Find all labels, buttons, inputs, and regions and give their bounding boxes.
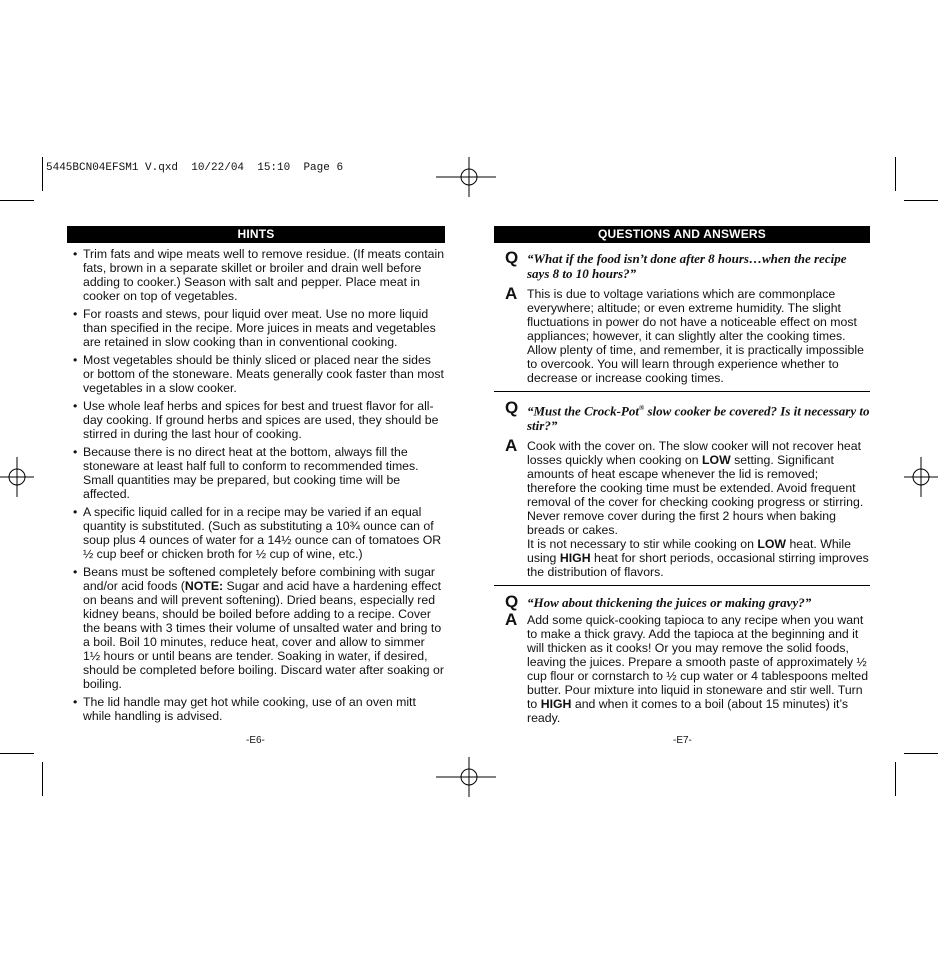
text-run: A specific liquid called for in a recipe may be varied if an equal quantity is substituted. (Such as substituting a 10¾ ounce can of soup plus 4 ounces of water for a 14½ ounce can of tomatoes OR ½ cup beef or chicken broth for ½ cup of wine, etc.) xyxy=(83,505,442,561)
question-text xyxy=(527,249,870,281)
registration-mark xyxy=(436,157,496,197)
hint-item xyxy=(67,505,445,561)
answer-paragraph xyxy=(527,537,870,579)
question-letter: Q xyxy=(505,398,519,417)
qa-page xyxy=(494,226,870,731)
hint-item xyxy=(67,353,445,395)
answer xyxy=(494,610,870,726)
qa-block xyxy=(494,243,870,391)
answer-letter: A xyxy=(505,610,518,630)
question xyxy=(494,593,870,610)
bullet-icon: • xyxy=(73,445,78,459)
bold-keyword: LOW xyxy=(702,453,731,468)
text-run: Use whole leaf herbs and spices for best and truest flavor for all-day cooking. If ground herbs and spices are used, they should be stirred in during the last hour of cooking. xyxy=(83,399,439,441)
bold-keyword: HIGH xyxy=(540,697,572,712)
text-run: Beans must be softened completely before combining with sugar and/or acid foods ( xyxy=(83,565,436,593)
hint-item xyxy=(67,399,445,441)
text-run: slow cooker be covered? Is it necessary to stir?” xyxy=(527,403,870,434)
answer-letter: A xyxy=(505,436,518,456)
bullet-icon: • xyxy=(73,399,78,413)
crop-mark xyxy=(0,753,34,754)
question xyxy=(494,249,870,281)
answer-paragraph xyxy=(527,439,870,537)
hint-item xyxy=(67,695,445,723)
registration-mark xyxy=(904,457,938,497)
registration-mark xyxy=(0,457,34,497)
qa-block xyxy=(494,586,870,731)
text-run: Sugar and acid have a hardening effect on beans and will prevent softening). Dried beans, especially red kidney beans, should be boiled before adding to a recipe. Cover the beans with 3 times their volume of unsalted water and bring to a boil. Boil 10 minutes, reduce heat, cover and allow to simmer 1½ hours or until beans are tender. Soaking in water, if desired, should be completed before boiling. Discard water after soaking or boiling. xyxy=(83,579,444,691)
qa-block xyxy=(494,392,870,585)
question xyxy=(494,399,870,433)
question-letter: Q xyxy=(505,248,519,267)
page-number-left: -E6- xyxy=(246,735,265,746)
crop-mark xyxy=(904,753,938,754)
hint-item xyxy=(67,445,445,501)
crop-mark xyxy=(904,200,938,201)
text-run: Cook with the cover on. The slow cooker will not recover heat losses quickly when cooking on xyxy=(527,439,861,468)
text-run: Because there is no direct heat at the bottom, always fill the stoneware at least half full to conform to recommended times. Small quantities may be prepared, but cooking time will be affected. xyxy=(83,445,419,501)
hints-page xyxy=(67,226,445,727)
text-run: The lid handle may get hot while cooking, use of an oven mitt while handling is advised. xyxy=(83,695,416,723)
crop-mark xyxy=(42,762,43,796)
question-text xyxy=(527,593,870,610)
answer-paragraph xyxy=(527,613,870,725)
text-run: “Must the Crock-Pot xyxy=(527,403,639,419)
text-run: setting. Significant amounts of heat escape whenever the lid is removed; therefore the cooking time must be extended. Avoid frequent removal of the cover for checking cooking progress or stirring. Never remove cover during the first 2 hours when baking breads or cakes. xyxy=(527,453,864,538)
page-number-right: -E7- xyxy=(673,735,692,746)
answer-paragraph xyxy=(527,287,870,385)
bullet-icon: • xyxy=(73,247,78,261)
printer-slug: 5445BCN04EFSM1 V.qxd 10/22/04 15:10 Page 6 xyxy=(46,162,344,174)
crop-mark xyxy=(895,157,896,191)
bullet-icon: • xyxy=(73,565,78,579)
bold-keyword: HIGH xyxy=(559,551,591,566)
text-run: Trim fats and wipe meats well to remove residue. (If meats contain fats, brown in a separate skillet or broiler and drain well before adding to cooker.) Season with salt and pepper. Place meat in cooker on top of vegetables. xyxy=(83,247,445,303)
text-run: “What if the food isn’t done after 8 hours…when the recipe says 8 to 10 hours?” xyxy=(527,251,847,281)
qa-list xyxy=(494,243,870,731)
hint-item xyxy=(67,307,445,349)
bullet-icon: • xyxy=(73,505,78,519)
qa-header: QUESTIONS AND ANSWERS xyxy=(494,226,870,243)
text-run: This is due to voltage variations which are commonplace everywhere; altitude; or even extreme humidity. The slight fluctuations in power do not have a noticeable effect on most appliances; however, it can slightly alter the cooking times. Allow plenty of time, and remember, it is practically impossible to overcook. You will learn through experience whether to decrease or increase cooking times. xyxy=(527,287,864,385)
text-run: It is not necessary to stir while cooking on xyxy=(527,537,758,552)
question-text xyxy=(527,399,870,433)
bold-keyword: LOW xyxy=(757,537,787,552)
hint-item xyxy=(67,565,445,691)
text-run: “How about thickening the juices or making gravy?” xyxy=(527,595,812,611)
bullet-icon: • xyxy=(73,695,78,709)
text-run: and when it comes to a boil (about 15 minutes) it’s ready. xyxy=(527,697,849,726)
text-run: heat for short periods, occasional stirring improves the distribution of flavors. xyxy=(527,551,869,580)
hints-list xyxy=(67,247,445,723)
registered-mark: ® xyxy=(638,404,645,412)
crop-mark xyxy=(895,762,896,796)
answer xyxy=(494,284,870,385)
answer-letter: A xyxy=(505,284,518,303)
registration-mark xyxy=(436,757,496,797)
bullet-icon: • xyxy=(73,353,78,367)
bold-keyword: NOTE: xyxy=(184,579,224,593)
text-run: heat. While using xyxy=(527,537,851,566)
text-run: Add some quick-cooking tapioca to any recipe when you want to make a thick gravy. Add the tapioca at the beginning and it will thicken as it cooks! Or you may remove the solid foods, leaving the juices. Prepare a smooth paste of approximately ½ cup flour or cornstarch to ½ cup water or 4 tablespoons melted butter. Pour mixture into liquid in stoneware and stir well. Turn to xyxy=(527,613,869,712)
text-run: Most vegetables should be thinly sliced or placed near the sides or bottom of the stoneware. Meats generally cook faster than most vegetables in a slow cooker. xyxy=(83,353,444,395)
crop-mark xyxy=(0,200,34,201)
bullet-icon: • xyxy=(73,307,78,321)
text-run: For roasts and stews, pour liquid over meat. Use no more liquid than specified in the recipe. More juices in meats and vegetables are retained in slow cooking than in conventional cooking. xyxy=(83,307,436,349)
hints-header: HINTS xyxy=(67,226,445,243)
answer xyxy=(494,436,870,580)
question-letter: Q xyxy=(505,592,519,612)
crop-mark xyxy=(42,157,43,191)
hint-item xyxy=(67,247,445,303)
